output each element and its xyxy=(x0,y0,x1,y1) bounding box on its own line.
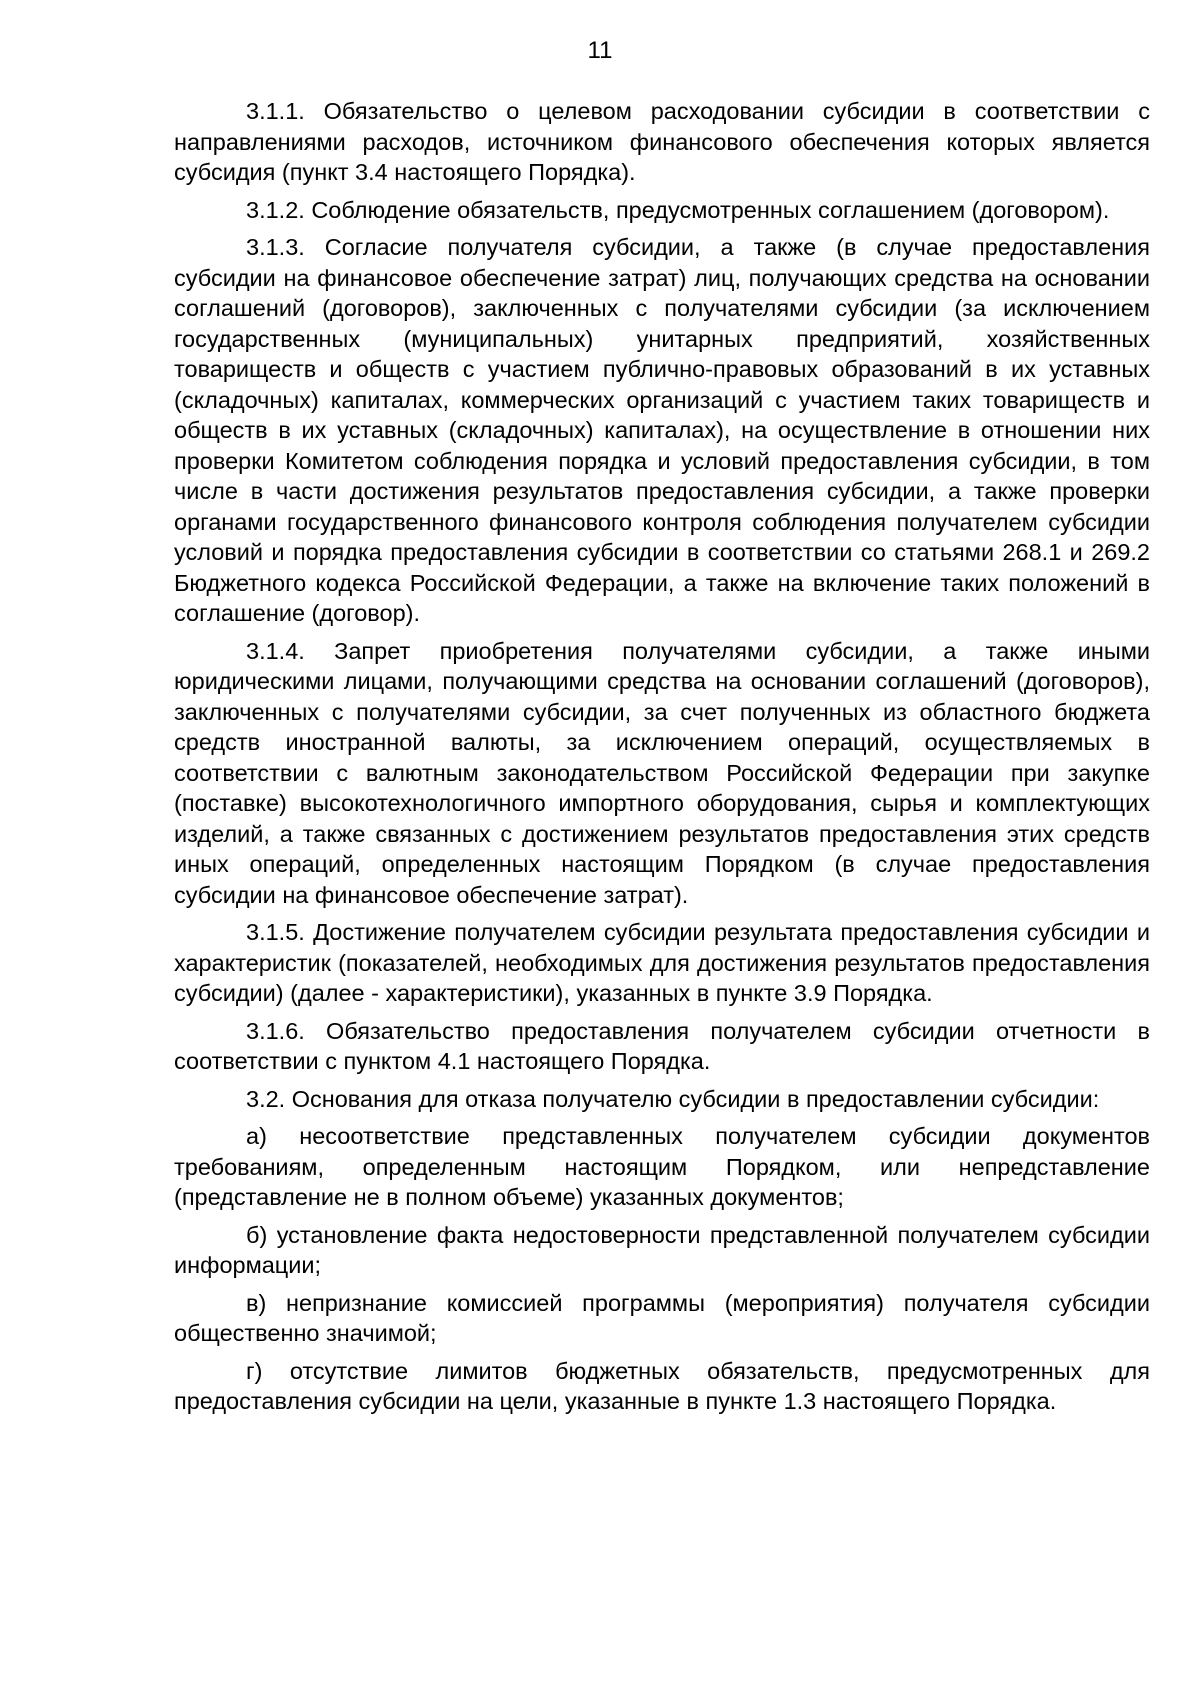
list-item-a: а) несоответствие представленных получателем субсидии документов требованиям, определенным настоящим Порядком, или непредставление (представление не в полном объеме) указанных документов; xyxy=(174,1123,1150,1210)
paragraph-3-1-1: 3.1.1. Обязательство о целевом расходовании субсидии в соответствии с направлениями расходов, источником финансового обеспечения которых является субсидия (пункт 3.4 настоящего Порядка). xyxy=(174,98,1150,185)
paragraph-3-1-5: 3.1.5. Достижение получателем субсидии результата предоставления субсидии и характеристик (показателей, необходимых для достижения результатов предоставления субсидии) (далее - характеристики), указанных в пункте 3.9 Порядка. xyxy=(174,919,1150,1006)
paragraph-3-1-2: 3.1.2. Соблюдение обязательств, предусмотренных соглашением (договором). xyxy=(246,196,1110,223)
list-item-v: в) непризнание комиссией программы (мероприятия) получателя субсидии общественно значимой; xyxy=(174,1289,1150,1346)
page-number: 11 xyxy=(587,37,613,64)
list-item-b: б) установление факта недостоверности представленной получателем субсидии информации; xyxy=(174,1221,1150,1278)
paragraph-3-2: 3.2. Основания для отказа получателю субсидии в предоставлении субсидии: xyxy=(246,1085,1100,1112)
paragraph-3-1-6: 3.1.6. Обязательство предоставления получателем субсидии отчетности в соответствии с пунктом 4.1 настоящего Порядка. xyxy=(174,1017,1150,1074)
paragraph-3-1-3: 3.1.3. Согласие получателя субсидии, а также (в случае предоставления субсидии на финансовое обеспечение затрат) лиц, получающих средства на основании соглашений (договоров), заключенных с получателями субсидии (за исключением государственных (муниципальных) унитарных предприятий, хозяйственных товариществ и обществ с участием публично-правовых образований в их уставных (складочных) капиталах, коммерческих организаций с участием таких товариществ и обществ в их уставных (складочных) капиталах), на осуществление в отношении них проверки Комитетом соблюдения порядка и условий предоставления субсидии, в том числе в части достижения результатов предоставления субсидии, а также проверки органами государственного финансового контроля соблюдения получателем субсидии условий и порядка предоставления субсидии в соответствии со статьями 268.1 и 269.2 Бюджетного кодекса Российской Федерации, а также на включение таких положений в соглашение (договор). xyxy=(174,234,1150,626)
paragraph-3-1-4: 3.1.4. Запрет приобретения получателями субсидии, а также иными юридическими лицами, получающими средства на основании соглашений (договоров), заключенных с получателями субсидии, за счет полученных из областного бюджета средств иностранной валюты, за исключением операций, осуществляемых в соответствии с валютным законодательством Российской Федерации при закупке (поставке) высокотехнологичного импортного оборудования, сырья и комплектующих изделий, а также связанных с достижением результатов предоставления этих средств иных операций, определенных настоящим Порядком (в случае предоставления субсидии на финансовое обеспечение затрат). xyxy=(174,637,1150,908)
list-item-g: г) отсутствие лимитов бюджетных обязательств, предусмотренных для предоставления субсидии на цели, указанные в пункте 1.3 настоящего Порядка. xyxy=(174,1357,1150,1414)
document-body xyxy=(174,96,1150,1424)
